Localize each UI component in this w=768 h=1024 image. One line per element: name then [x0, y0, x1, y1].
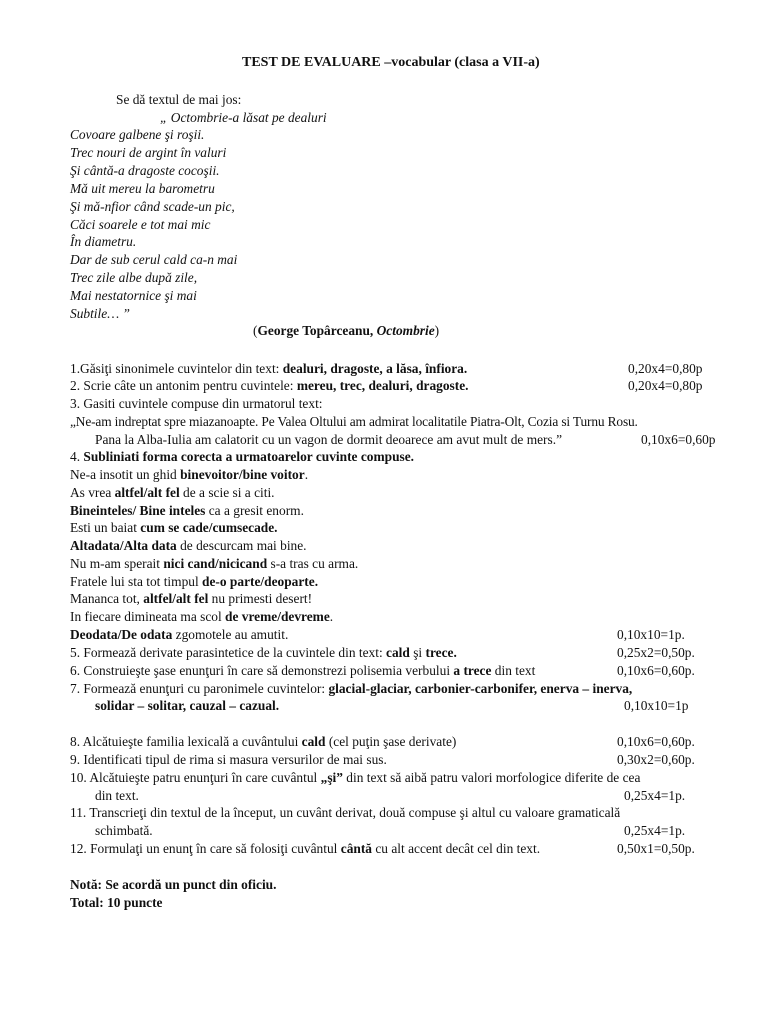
question-1 [70, 361, 467, 377]
poem-line: Şi mă-nfior când scade-un pic, [70, 199, 235, 214]
question-6: 6. Construieşte şase enunţuri în care să demonstrezi polisemia verbului a trece din text [70, 663, 536, 678]
question-text: 1.Găsiţi sinonimele cuvintelor din text: [70, 361, 283, 376]
question-9: 9. Identificati tipul de rima si masura versurilor de mai sus. [70, 752, 387, 767]
poem-line: Dar de sub cerul cald ca-n mai [70, 252, 238, 267]
poem-line: Trec zile albe după zile, [70, 270, 198, 285]
question-8-score: 0,10x6=0,60p. [617, 734, 695, 749]
question-4-score: 0,10x10=1p. [617, 627, 685, 642]
question-2-score: 0,20x4=0,80p [628, 378, 703, 393]
poem-line: Covoare galbene şi roşii. [70, 127, 205, 142]
question-text: 2. Scrie câte un antonim pentru cuvintele: [70, 378, 297, 393]
poem-line: Trec nouri de argint în valuri [70, 145, 227, 160]
question-keywords: mereu, trec, dealuri, dragoste. [296, 378, 469, 393]
attribution-close: ) [434, 323, 440, 338]
sentence-item: Mananca tot, altfel/alt fel nu primesti desert! [70, 591, 313, 606]
sentence-item: Bineinteles/ Bine inteles ca a gresit enorm. [70, 503, 304, 518]
sentence-item: As vrea altfel/alt fel de a scie si a citi. [70, 485, 275, 500]
question-instruction: Subliniati forma corecta a urmatoarelor cuvinte compuse. [83, 449, 415, 464]
question-5-score: 0,25x2=0,50p. [617, 645, 695, 660]
question-9-score: 0,30x2=0,60p. [617, 752, 695, 767]
sentence-item: Nu m-am sperait nici cand/nicicand s-a tras cu arma. [70, 556, 359, 571]
question-3-score: 0,10x6=0,60p [641, 432, 716, 447]
question-10-line-2: din text. [95, 788, 139, 803]
question-6-score: 0,10x6=0,60p. [617, 663, 695, 678]
poem-line: Căci soarele e tot mai mic [70, 217, 211, 232]
poem-line: Mai nestatornice şi mai [70, 288, 197, 303]
question-7: 7. Formează enunţuri cu paronimele cuvintelor: glacial-glaciar, carbonier-carbonifer, enerva – inerva, [70, 681, 633, 696]
question-11-line-2: schimbată. [95, 823, 153, 838]
question-7-line-2: solidar – solitar, cauzal – cazual. [95, 698, 280, 713]
question-10: 10. Alcătuieşte patru enunţuri în care cuvântul „şi” din text să aibă patru valori morfologice diferite de cea [70, 770, 641, 785]
question-3: 3. Gasiti cuvintele compuse din urmatorul text: [70, 396, 323, 411]
question-3-quote-line-1: „Ne-am indreptat spre miazanoapte. Pe Valea Oltului am admirat localitatile Piatra-Olt, Cozia si Turnu Rosu. [70, 414, 638, 429]
question-4 [70, 449, 414, 465]
sentence-item: Ne-a insotit un ghid binevoitor/bine voitor. [70, 467, 309, 482]
question-keywords: dealuri, dragoste, a lăsa, înfiora. [282, 361, 468, 376]
question-5: 5. Formează derivate parasintetice de la cuvintele din text: cald şi trece. [70, 645, 457, 660]
poem-line: În diametru. [70, 234, 137, 249]
poem-line: Mă uit mereu la barometru [70, 181, 215, 196]
question-1-score: 0,20x4=0,80p [628, 361, 703, 376]
attribution [253, 323, 439, 339]
sentence-item: In fiecare dimineata ma scol de vreme/devreme. [70, 609, 334, 624]
sentence-item: Esti un baiat cum se cade/cumsecade. [70, 520, 278, 535]
question-10-score: 0,25x4=1p. [624, 788, 686, 803]
sentence-item: Altadata/Alta data de descurcam mai bine. [70, 538, 307, 553]
intro-text: Se dă textul de mai jos: [116, 92, 242, 107]
question-3-quote-line-2: Pana la Alba-Iulia am calatorit cu un vagon de dormit deoarece am avut mult de mers.” [95, 432, 563, 447]
question-8: 8. Alcătuieşte familia lexicală a cuvântului cald (cel puţin şase derivate) [70, 734, 457, 749]
sentence-item: Fratele lui sta tot timpul de-o parte/deoparte. [70, 574, 319, 589]
poem-line: „ Octombrie-a lăsat pe dealuri [160, 110, 327, 125]
poem-line: Şi cântă-a dragoste cocoşii. [70, 163, 220, 178]
question-11: 11. Transcrieţi din textul de la început, un cuvânt derivat, două compuse şi altul cu valoare gramaticală [70, 805, 621, 820]
attribution-open: ( [253, 323, 258, 338]
note: Notă: Se acordă un punct din oficiu. [70, 877, 277, 892]
question-12-score: 0,50x1=0,50p. [617, 841, 695, 856]
question-2 [70, 378, 469, 394]
sentence-item: Deodata/De odata zgomotele au amutit. [70, 627, 289, 642]
attribution-work: Octombrie [376, 323, 435, 338]
attribution-author: George Topârceanu, [257, 323, 377, 338]
question-12: 12. Formulaţi un enunţ în care să folosiţi cuvântul cântă cu alt accent decât cel din text. [70, 841, 541, 856]
page-title: TEST DE EVALUARE –vocabular (clasa a VII-a) [242, 55, 540, 70]
total: Total: 10 puncte [70, 895, 163, 910]
question-7-score: 0,10x10=1p [624, 698, 689, 713]
question-11-score: 0,25x4=1p. [624, 823, 686, 838]
poem-line: Subtile… ” [70, 306, 130, 321]
question-number: 4. [70, 449, 84, 464]
